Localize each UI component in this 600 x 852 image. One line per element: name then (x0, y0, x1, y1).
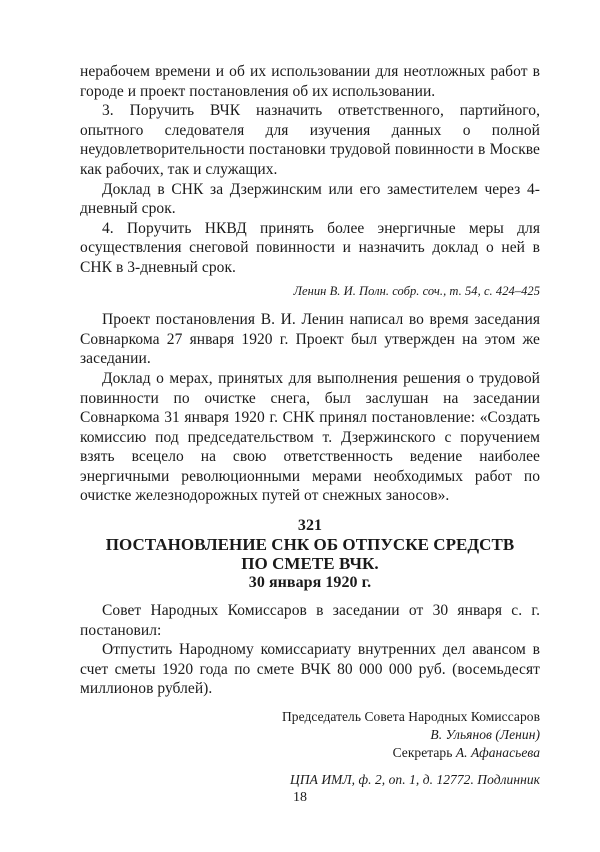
secretary-name: А. Афанасьева (455, 745, 540, 761)
paragraph-item-4: 4. Поручить НКВД принять более энергичные меры для осуществления снеговой повинности и назначить доклад о ней в СНК в 3-дневный срок. (80, 219, 540, 276)
page-number: 18 (293, 790, 307, 805)
section-date: 30 января 1920 г. (248, 574, 372, 592)
paragraph-item-3: 3. Поручить ВЧК назначить ответственного, партийного, опытного следователя для изучения данных о полной неудовлетворительности постановки трудовой повинности в Москве как рабочих, так и служащих. (80, 102, 540, 178)
chair-title: Председатель Совета Народных Комиссаров (282, 709, 540, 725)
paragraph-commentary-2: Доклад о мерах, принятых для выполнения решения о трудовой повинности по очистке снега, был заслушан на заседании Совнаркома 31 января 1920 г. СНК принял постановление: «Создать комиссию под председательством т. Дзержинского с поручением взять всецело на свою ответственность ведение наиболее энергичными революционными мерами необходимых работ по очистке железнодорожных путей от снежных заносов». (80, 369, 540, 505)
paragraph-continuation: нерабочем времени и об их использовании для неотложных работ в городе и проект постановления об их использовании. (80, 63, 540, 100)
secretary-label: Секретарь (392, 745, 453, 761)
archive-reference: ЦПА ИМЛ, ф. 2, оп. 1, д. 12772. Подлинник (290, 772, 540, 788)
resolution-text: Отпустить Народному комиссариату внутренних дел авансом в счет сметы 1920 года по смете ВЧК 80 000 000 руб. (восемьдесят миллионов рублей). (80, 641, 540, 698)
source-reference: Ленин В. И. Полн. собр. соч., т. 54, с. 424–425 (293, 283, 540, 298)
chair-name: В. Ульянов (Ленин) (430, 727, 540, 743)
paragraph-report-deadline: Доклад в СНК за Дзержинским или его заместителем через 4-дневный срок. (80, 180, 540, 218)
paragraph-commentary-1: Проект постановления В. И. Ленин написал во время заседания Совнаркома 27 января 1920 г. Проект был утвержден на этом же заседании. (80, 311, 540, 368)
section-number: 321 (297, 517, 323, 535)
resolution-intro: Совет Народных Комиссаров в заседании от 30 января с. г. постановил: (80, 602, 540, 639)
body-text (80, 62, 540, 790)
section-title-line-2: ПО СМЕТЕ ВЧК. (241, 554, 379, 574)
section-title-line-1: ПОСТАНОВЛЕНИЕ СНК ОБ ОТПУСКЕ СРЕДСТВ (105, 535, 515, 555)
secretary-line (80, 744, 540, 762)
